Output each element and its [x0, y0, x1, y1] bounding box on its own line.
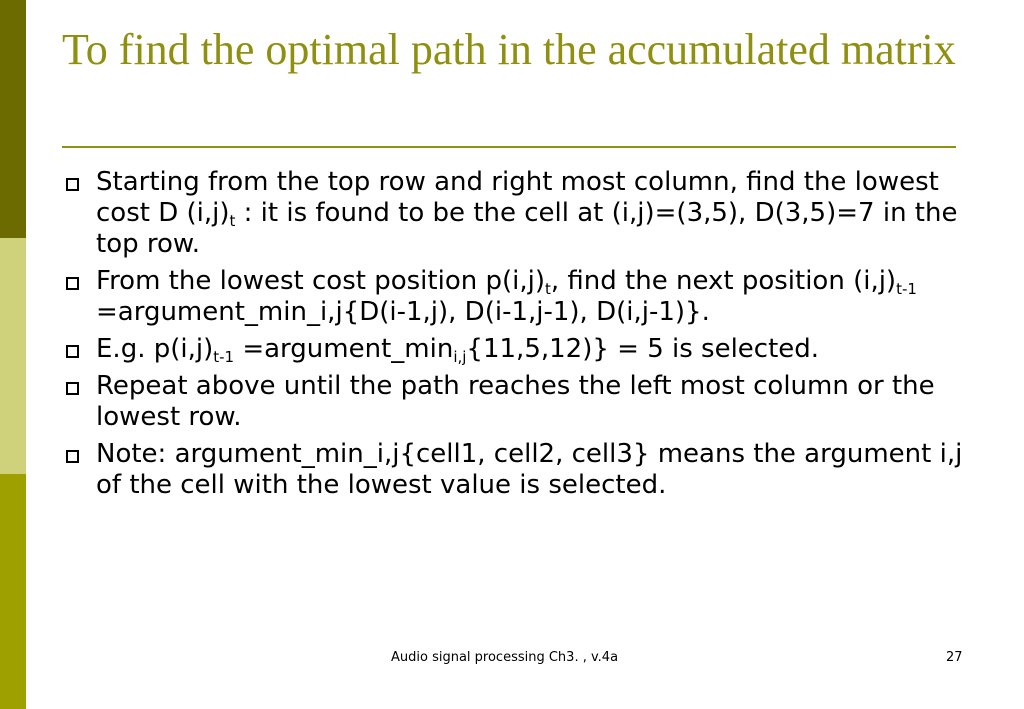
bullet-text: Starting from the top row and right most column, find the lowest cost D (i,j): [96, 167, 939, 228]
footer-caption: Audio signal processing Ch3. , v.4a: [391, 650, 619, 665]
bullet-text: , find the next position (i,j): [550, 266, 897, 296]
bullet-item-1: [62, 167, 982, 260]
square-bullet-icon: [66, 450, 79, 463]
subscript: i,j: [453, 348, 467, 366]
subscript: t-1: [213, 348, 235, 366]
bullet-text: Repeat above until the path reaches the left most column or the lowest row.: [96, 371, 935, 432]
square-bullet-icon: [66, 382, 79, 395]
bullet-item-4: [62, 371, 982, 433]
sidebar-segment-middle: [0, 238, 26, 474]
bullet-text: {11,5,12)} = 5 is selected.: [466, 334, 820, 364]
bullet-text: =argument_min: [234, 334, 454, 364]
sidebar-segment-top: [0, 0, 26, 238]
bullet-text: =argument_min_i,j{D(i-1,j), D(i-1,j-1), D(i,j-1)}.: [96, 297, 710, 327]
page-number: 27: [946, 650, 963, 665]
subscript: t-1: [896, 280, 917, 298]
bullet-text: Note: argument_min_i,j{cell1, cell2, cell3} means the argument i,j of the cell with the lowest value is selected.: [96, 439, 963, 500]
title-underline: [62, 146, 956, 148]
bullet-text: From the lowest cost position p(i,j): [96, 266, 545, 296]
bullet-text: E.g. p(i,j): [96, 334, 214, 364]
sidebar-segment-bottom: [0, 474, 26, 709]
subscript: t: [544, 280, 551, 298]
slide-title: To find the optimal path in the accumulated matrix: [62, 25, 956, 74]
square-bullet-icon: [66, 178, 79, 191]
decorative-sidebar: [0, 0, 26, 709]
square-bullet-icon: [66, 277, 79, 290]
bullet-item-5: [62, 439, 982, 501]
bullet-text: : it is found to be the cell at (i,j)=(3,5), D(3,5)=7 in the top row.: [96, 198, 958, 259]
bullet-list: [62, 167, 982, 507]
subscript: t: [229, 212, 236, 230]
bullet-item-3: [62, 334, 982, 365]
bullet-item-2: [62, 266, 982, 328]
square-bullet-icon: [66, 345, 79, 358]
